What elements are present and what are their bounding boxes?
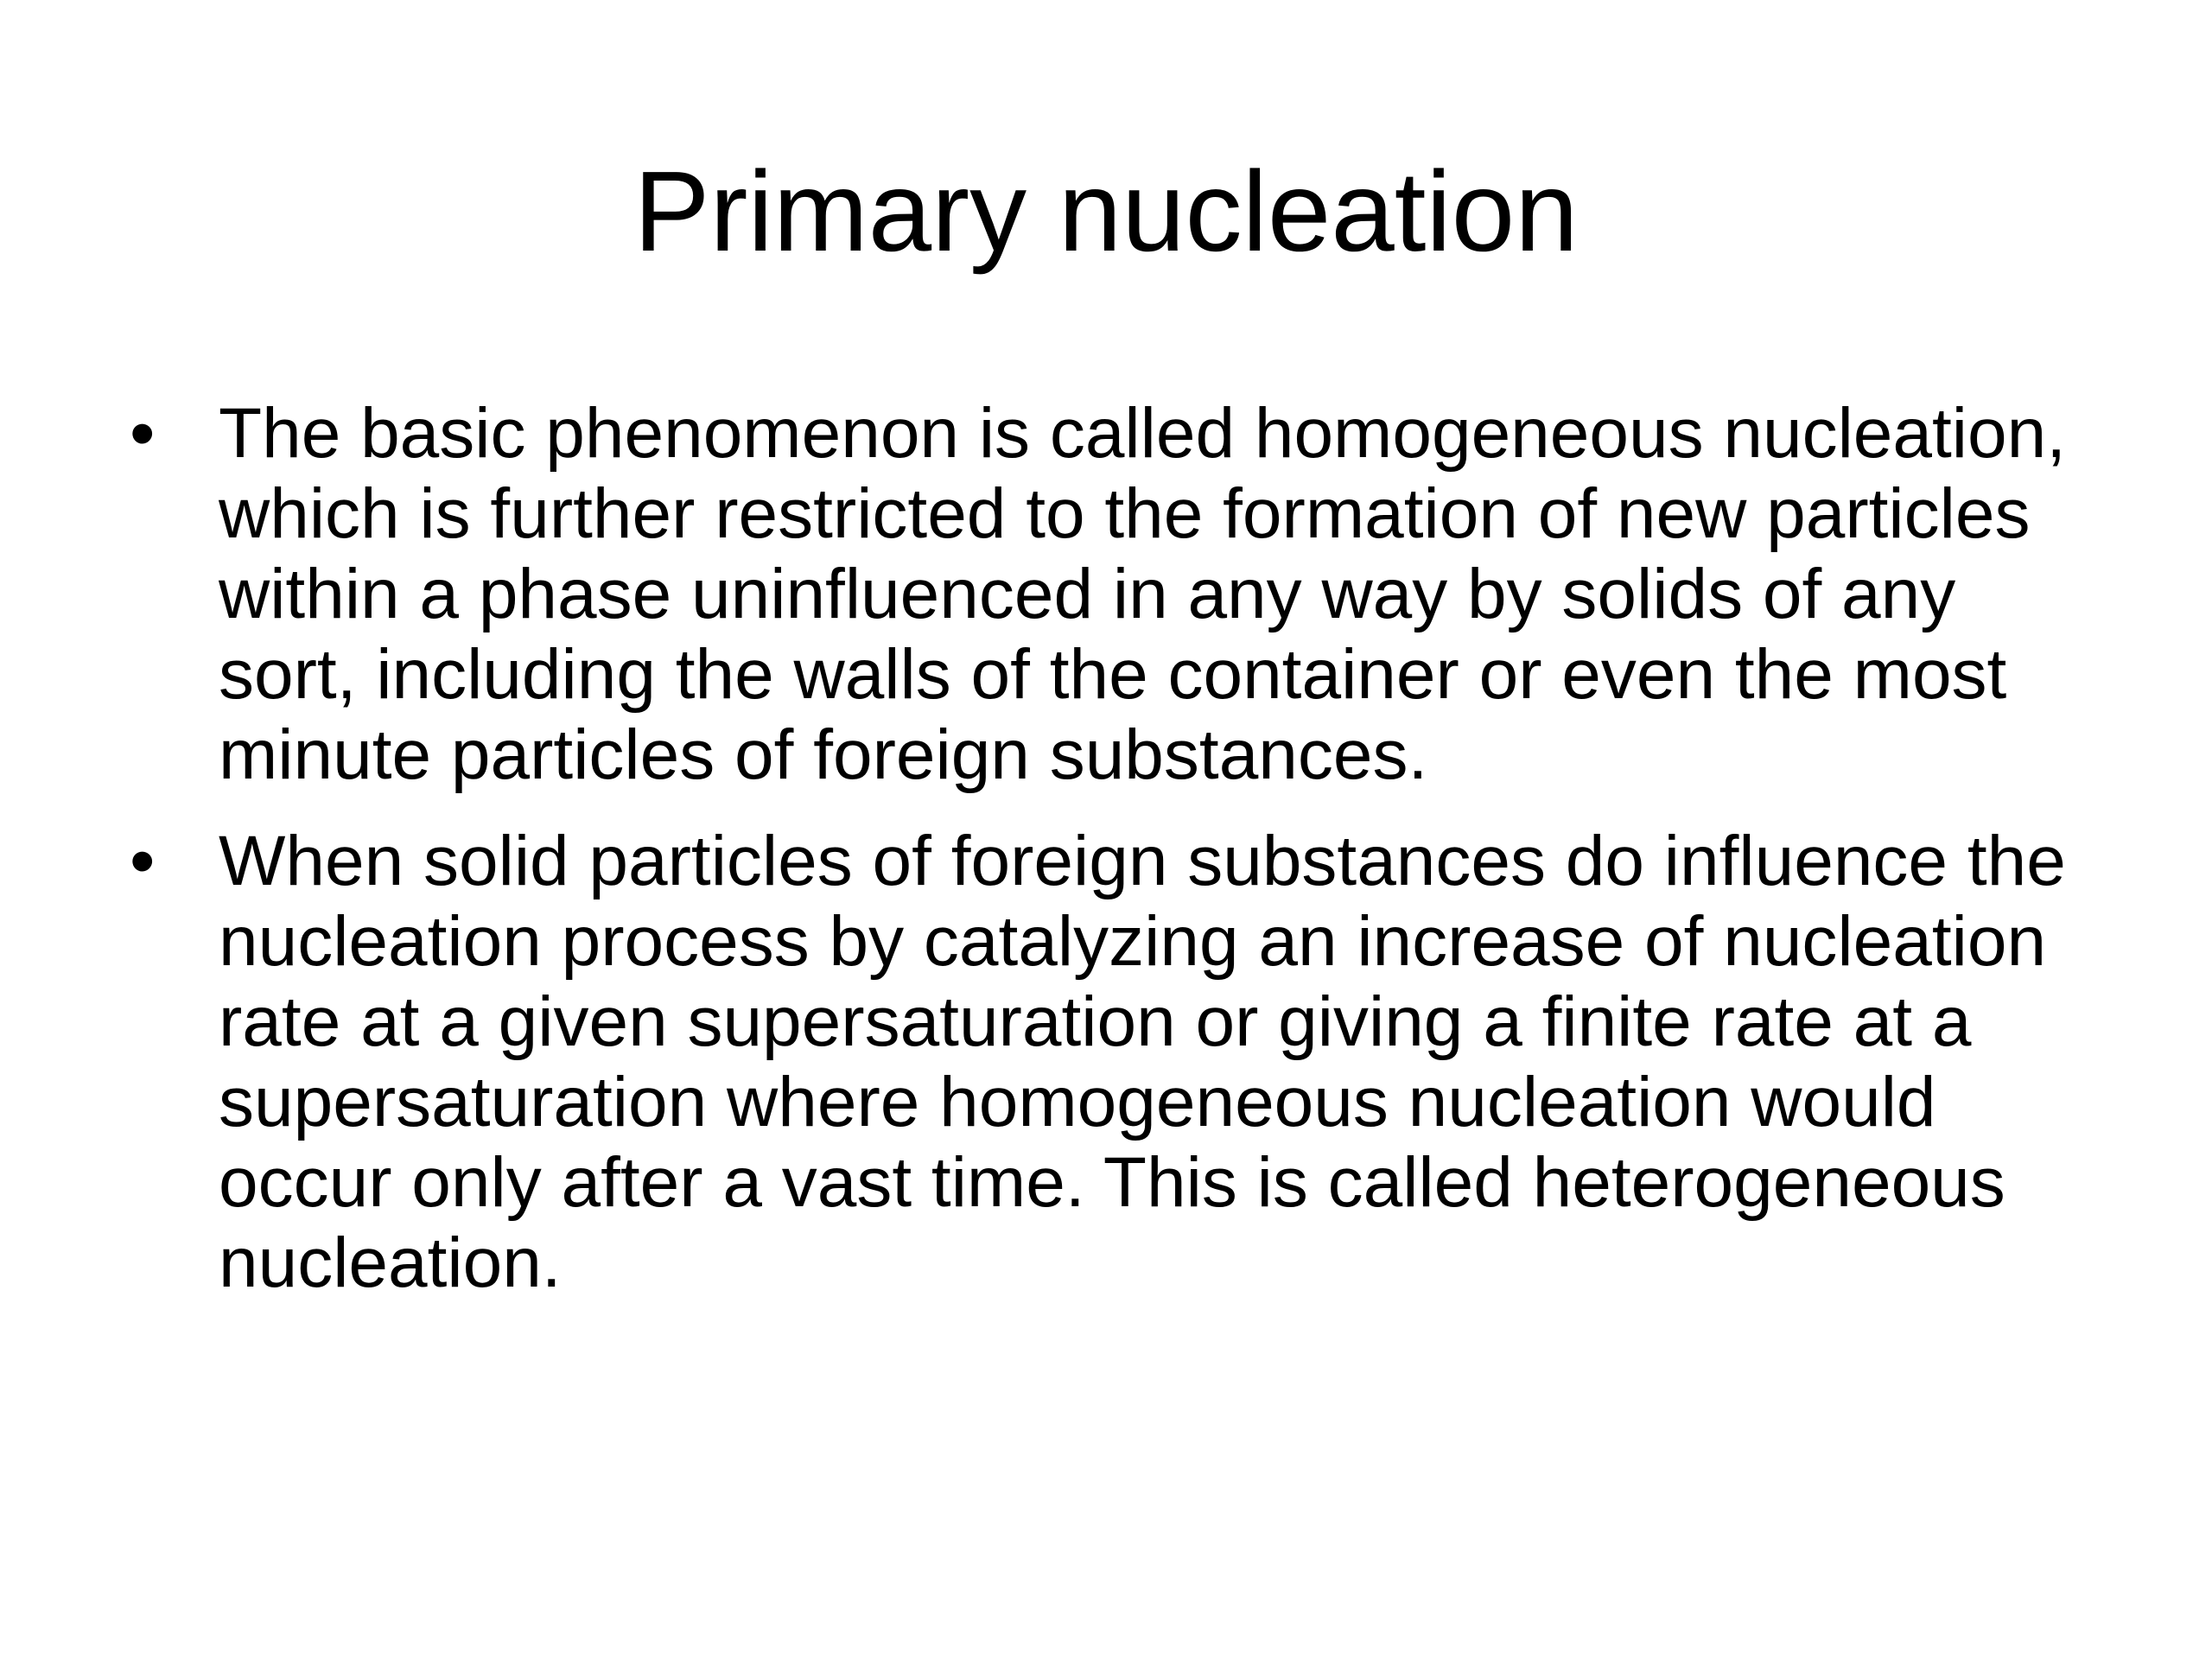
slide-title: Primary nucleation xyxy=(633,148,1579,275)
bullet-dot-icon: • xyxy=(130,820,156,901)
bullet-dot-icon: • xyxy=(130,392,156,474)
bullet-item xyxy=(130,821,2108,1303)
bullet-text: When solid particles of foreign substances do influence the nucleation process by catalyzing an increase of nucleation rate at a given supersaturation or giving a finite rate at a supersaturation where homogeneous nucleation would occur only after a vast time. This is called heterogeneous nucleation. xyxy=(219,822,2066,1302)
bullet-text: The basic phenomenon is called homogeneous nucleation, which is further restricted to the formation of new particles within a phase uninfluenced in any way by solids of any sort, including the walls of the container or even the most minute particles of foreign substances. xyxy=(219,394,2067,794)
bullet-item xyxy=(130,393,2108,795)
bullet-list xyxy=(130,393,2108,1329)
